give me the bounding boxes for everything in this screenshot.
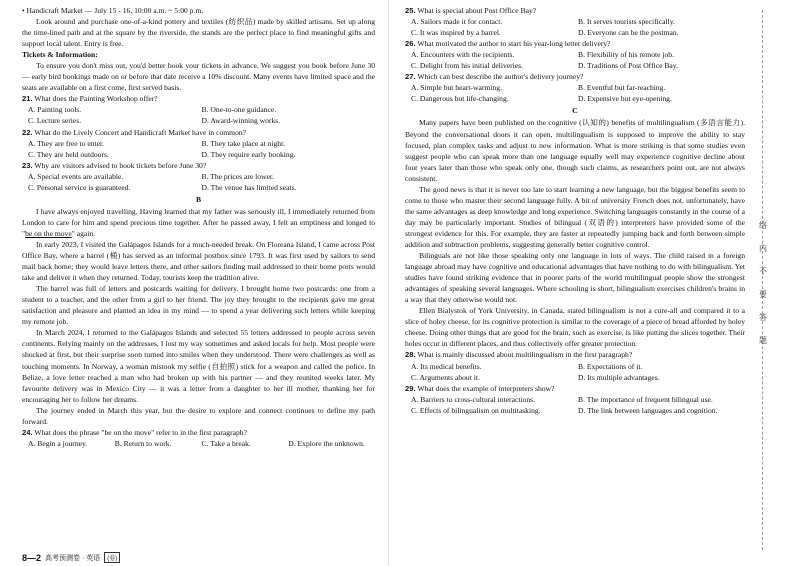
option: B. Return to work.: [114, 438, 172, 448]
option: B. One-to-one guidance.: [201, 105, 277, 115]
question-21-options: [22, 104, 375, 126]
tickets-para: To ensure you don't miss out, you'd better book your tickets in advance. We suggest you book before June 30 — early bird bookings made on or before that date receive a 10% discount. Many events have limited space and the seats are available on a first come, first served basis.: [22, 61, 375, 93]
question-27: 27. Which can best describe the author's delivery journey?: [405, 72, 584, 82]
option: C. Effects of bilingualism on multitasking.: [411, 405, 541, 415]
section-c-heading: C: [572, 106, 578, 116]
passage-c-para-4: Ellen Bialystok of York University, in Canada, stated bilingualism is not a cure-all and compared it to a slice of holey cheese, for its cognitive protection is similar to the coverage of a piece of bread afforded by holey cheese. Doing other things that are good for the brain, such as exercise, is like putting the slices together. Their holes occur in different places, and thus collectively offer greater protection.: [405, 306, 745, 349]
option: D. Award-winning works.: [201, 116, 281, 126]
option: C. Take a break.: [201, 438, 251, 448]
footer-title: 高考预测卷 · 英语: [45, 554, 101, 562]
question-24-options: [22, 438, 375, 449]
side-char: 要: [759, 290, 767, 299]
tickets-heading: Tickets & Information:: [22, 50, 98, 60]
option: D. Expensive but eye-opening.: [578, 94, 672, 104]
passage-c-para-3: Bilinguals are not like those speaking only one language in lots of ways. The child raised in a foreign language abroad may have cognitive and educational advantages that have nothing to do with bilingualism. Yet studies have found striking evidence that in poorer parts of the world multilingual people show the strongest advantages of speaking several languages. Where schooling is short, bilingualism exercises children's brains in a way that they otherwise would not.: [405, 251, 745, 305]
column-divider: [388, 0, 389, 566]
option: C. Personal service is guaranteed.: [28, 182, 131, 192]
question-23: 23. Why are visitors advised to book tickets before June 30?: [22, 160, 207, 170]
passage-c-para-1: Many papers have been published on the cognitive (认知的) benefits of multilingualism (多语言能力). Beyond the conversational doors it can open, multilingualism is supposed to improve the ability to stay focused, plan complex tasks and adjust to new information. What is more striking is that some studies even suggest people who can speak more than one language equally well may experience cognitive decline about four years later than those who speak only one, though such claims, as researchers point out, are not always consistent.: [405, 118, 745, 183]
question-28: 28. What is mainly discussed about multilingualism in the first paragraph?: [405, 350, 633, 360]
option: A. Sailors made it for contact.: [411, 17, 503, 27]
question-22: 22. What do the Lively Concert and Handicraft Market have in common?: [22, 127, 247, 137]
option: B. They take place at night.: [201, 138, 286, 148]
section-b-heading: B: [195, 194, 202, 204]
passage-c-para-2: The good news is that it is never too late to start learning a new language, but the biggest benefits seem to come to those who master their second language fully. A bit of university French does not, unfortunately, have the same advantages as deep knowledge and long experience. Switching languages constantly in the course of a day may be particularly important. Studies of bilingual (双语的) interpreters have provided some of the strongest evidence for this. For example, they are faster at repeatedly jumping back and forth between simple addition and subtraction problems, suggesting generally better cognitive control.: [405, 184, 745, 249]
option: D. The link between languages and cognition.: [578, 405, 718, 415]
option: A. Special events are available.: [28, 171, 124, 181]
option: A. Its medical benefits.: [411, 361, 482, 371]
option: B. The importance of frequent bilingual use.: [578, 394, 713, 404]
side-char: 答: [759, 313, 767, 322]
question-22-options: [22, 138, 375, 160]
option: B. Expectations of it.: [578, 361, 643, 371]
right-column: [405, 5, 745, 416]
page-number: 8—2: [22, 552, 42, 563]
side-char: 不: [759, 267, 767, 276]
side-char: 内: [759, 244, 767, 253]
option: D. Its multiple advantages.: [578, 372, 660, 382]
passage-b-para-3: The barrel was full of letters and postcards waiting for delivery. I brought home two postcards: one from a student to a teacher, and the other from a girl to her friend. The joy they brought to the recipients gave me great satisfaction and pleasure and planted an idea in my mind — to spend a year delivering such letters while keeping my remote job.: [22, 284, 375, 327]
handicraft-para: Look around and purchase one-of-a-kind pottery and textiles (纺织品) made by skilled artisans. Set up along the time-lined path and at the square by the riverside, the stands are the perfect place to find meaningful gifts and support local talent. Entry is free.: [22, 17, 375, 49]
option: C. Delight from his initial deliveries.: [411, 61, 523, 71]
passage-b-para-1: I have always enjoyed travelling. Having learned that my father was seriously ill, I immediately returned from London to care for him and spend precious time together. After he passed away, I felt an emptiness and longed to "be on the move" again.: [22, 206, 375, 238]
question-21: 21. What does the Painting Workshop offer?: [22, 94, 158, 104]
option: D. The venue has limited seats.: [201, 182, 297, 192]
option: D. Explore the unknown.: [288, 438, 365, 448]
option: C. It was inspired by a barrel.: [411, 28, 501, 38]
question-27-options: [405, 82, 745, 104]
option: B. Eventful but far-reaching.: [578, 83, 666, 93]
passage-b-para-5: The journey ended in March this year, but the desire to explore and connect continues to define my path forward.: [22, 405, 375, 426]
option: D. Everyone can be the postman.: [578, 28, 679, 38]
binding-margin-label: [756, 214, 770, 352]
option: D. They require early booking.: [201, 149, 296, 159]
side-char: 络: [759, 221, 767, 230]
question-26: 26. What motivated the author to start his year-long letter delivery?: [405, 39, 611, 49]
side-char: 题: [759, 336, 767, 345]
passage-b-para-2: In early 2023, I visited the Galápagos Islands for a much-needed break. On Floreana Island, I came across Post Office Bay, where a barrel (桶) has served as an informal postbox since 1793. It was first used by sailors to send mail back home; they would leave letters there, and other sailors finding mail addressed to their home ports would take and deliver it when they returned. Today, tourists keep the tradition alive.: [22, 239, 375, 283]
option: B. Flexibility of his remote job.: [578, 50, 674, 60]
question-29-options: [405, 394, 745, 416]
option: A. They are free to enter.: [28, 138, 104, 148]
option: C. Dangerous but life-changing.: [411, 94, 509, 104]
option: C. Arguments about it.: [411, 372, 480, 382]
option: A. Barriers to cross-cultural interactions.: [411, 394, 535, 404]
option: C. They are held outdoors.: [28, 149, 109, 159]
handicraft-line: • Handicraft Market — July 15 - 16, 10:00 a.m. ~ 5:00 p.m.: [22, 6, 204, 15]
question-24: 24. What does the phrase "be on the move" refer to in the first paragraph?: [22, 427, 247, 437]
question-23-options: [22, 171, 375, 193]
option: B. It serves tourists specifically.: [578, 17, 675, 27]
footer-badge: (卷): [104, 552, 120, 563]
option: A. Painting tools.: [28, 105, 82, 115]
passage-b-para-4: In March 2024, I returned to the Galápagos Islands and selected 55 letters addressed to people across seven continents. Relying mainly on the addresses, I lost my way sometimes and asked locals for help. Most people were shocked at first, but their surprise soon turned into smiles when they understood. There were challenges as well as touching moments. In Norway, a woman mistook my selfie (自拍照) stick for a weapon and called the police. In Belize, a love letter reached a man who had broken up with his partner — and they reunited weeks later. My favourite delivery was in Mexico City — it was a letter from a daughter to her ill mother, thanking her for encouraging her to follow her dreams.: [22, 328, 375, 404]
option: A. Encounters with the recipients.: [411, 50, 515, 60]
option: B. The prices are lower.: [201, 171, 274, 181]
question-25: 25. What is special about Post Office Bay?: [405, 6, 537, 15]
question-29: 29. What does the example of interpreters show?: [405, 383, 555, 393]
option: A. Begin a journey.: [28, 438, 88, 448]
question-25-options: [405, 16, 745, 38]
question-26-options: [405, 49, 745, 71]
left-column: [22, 5, 375, 449]
option: A. Simple but heart-warming.: [411, 83, 502, 93]
option: C. Lecture series.: [28, 116, 82, 126]
page-footer: [22, 552, 120, 563]
question-28-options: [405, 361, 745, 383]
option: D. Traditions of Post Office Bay.: [578, 61, 678, 71]
